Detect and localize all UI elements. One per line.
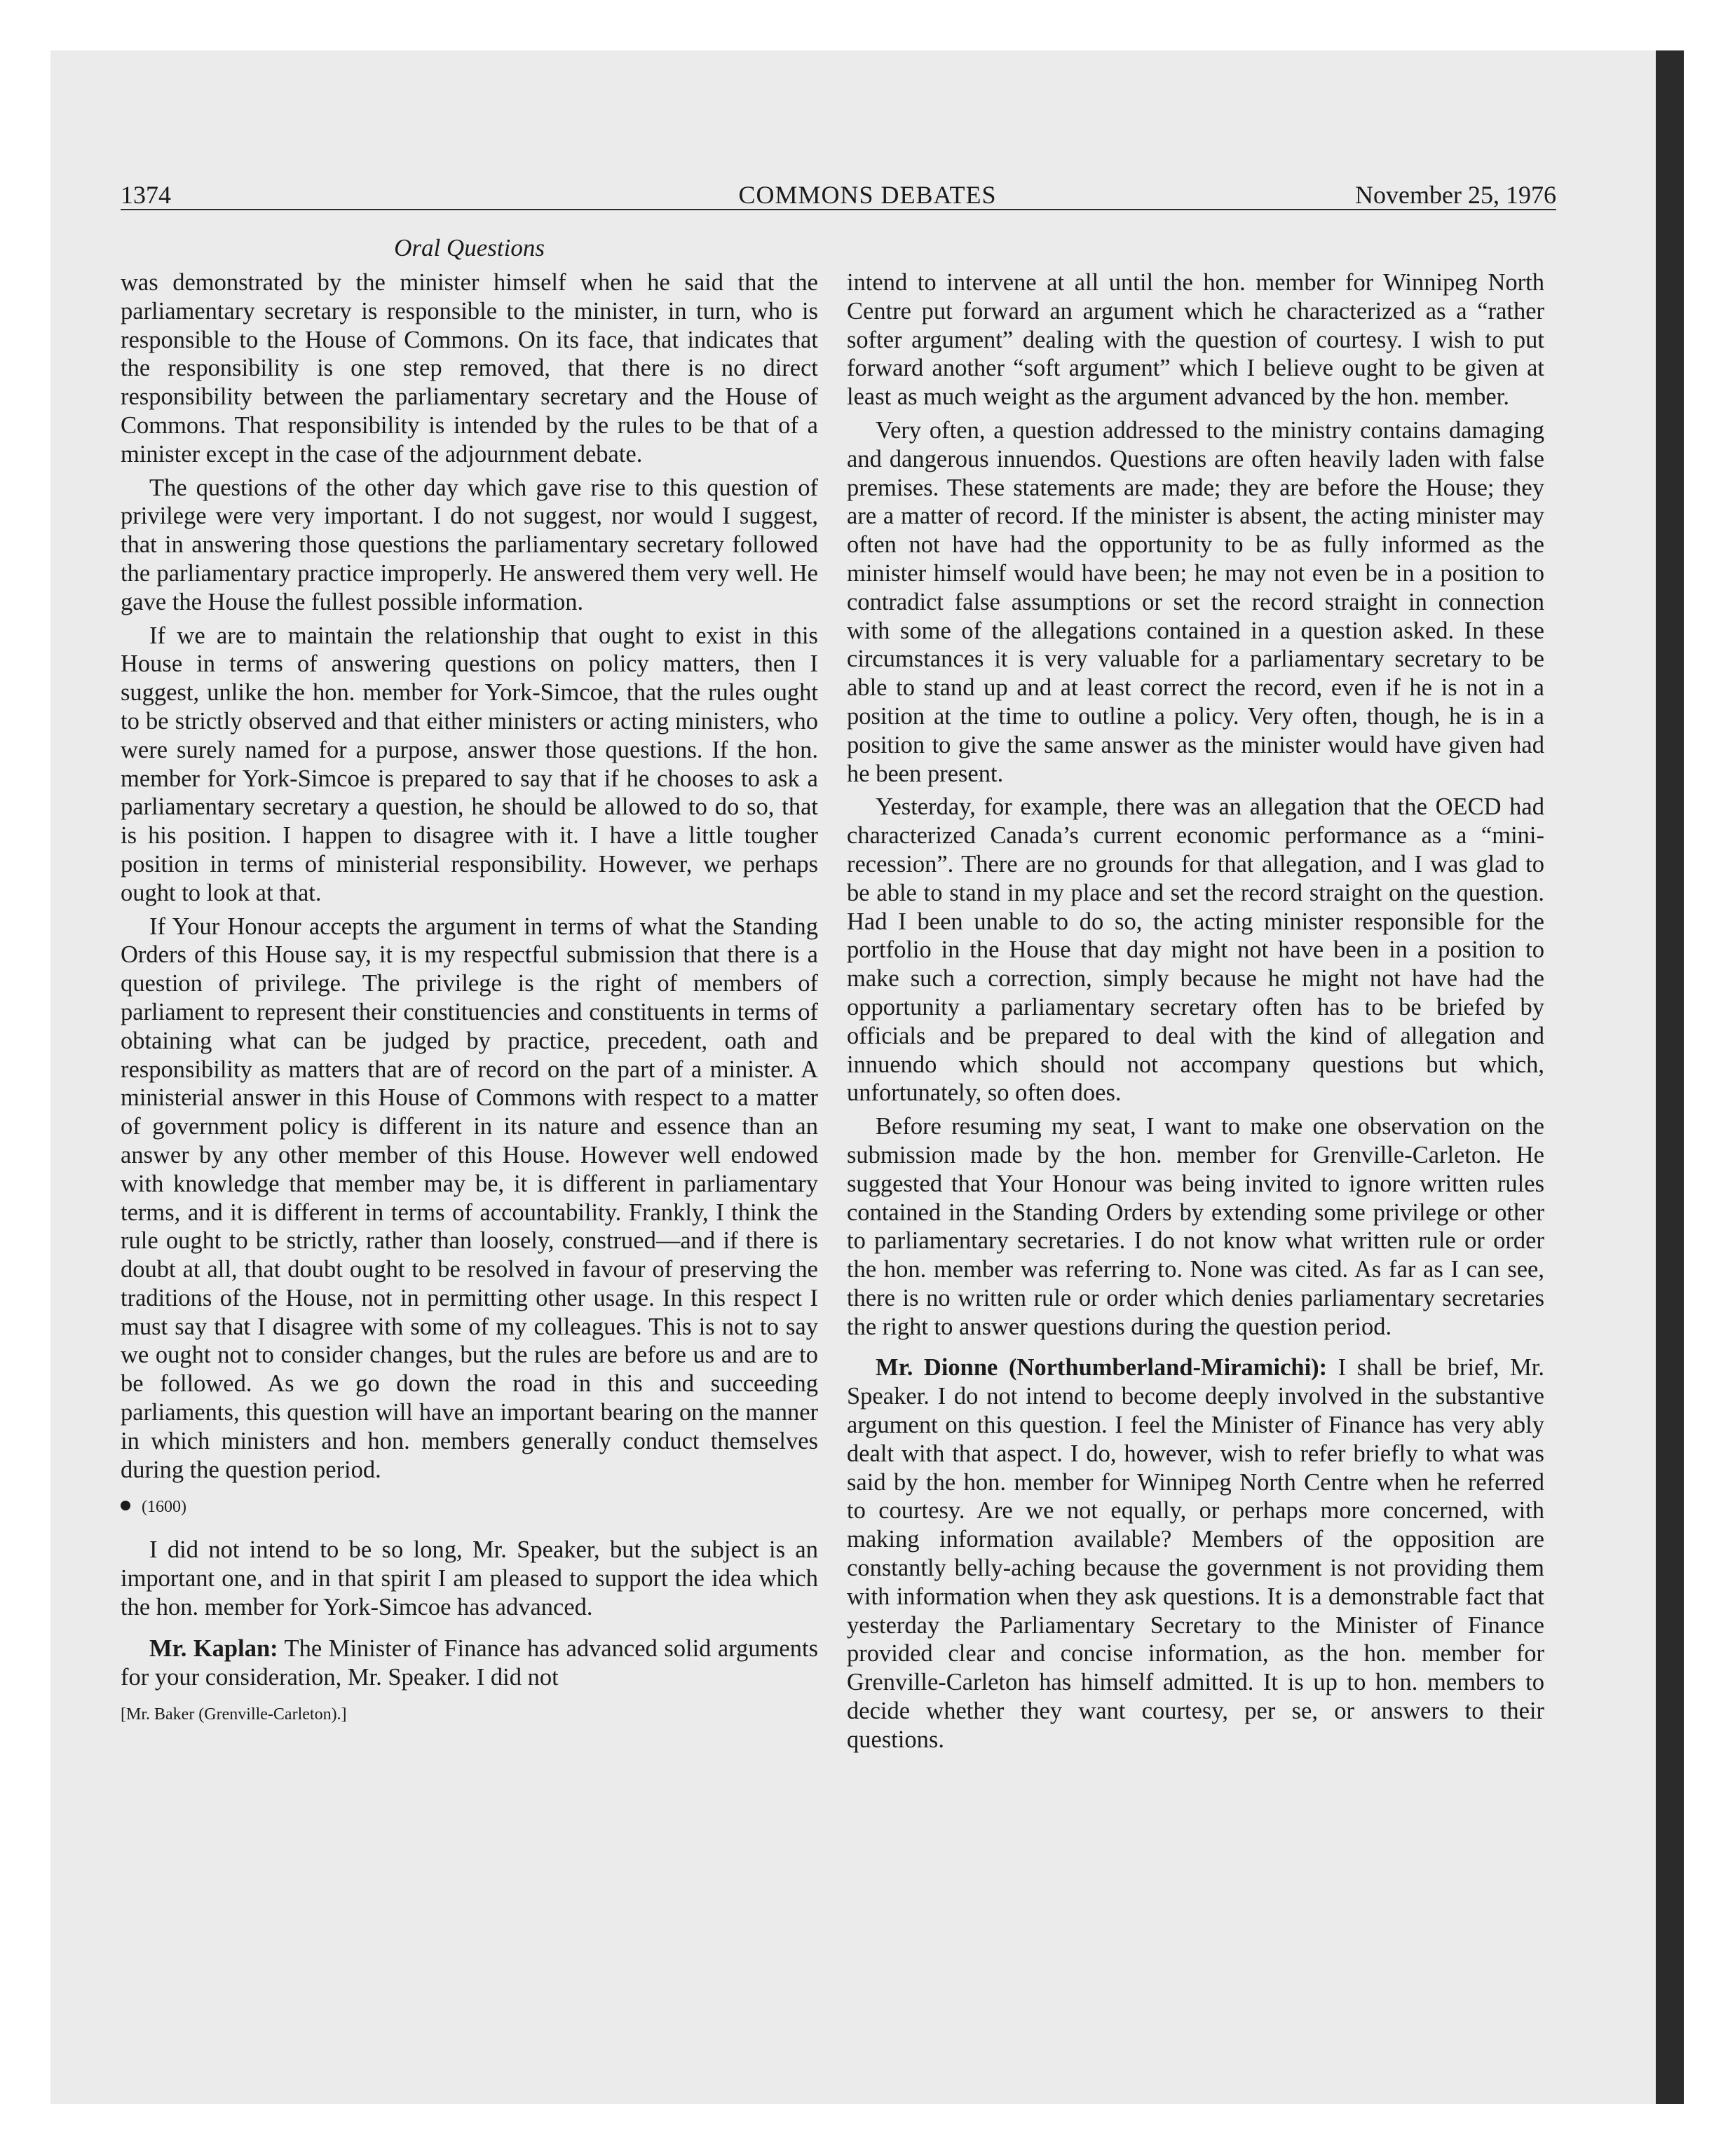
running-title: COMMONS DEBATES — [738, 181, 997, 209]
right-column — [847, 268, 1544, 1759]
paragraph: If we are to maintain the relationship that ought to exist in this House in terms of answering questions on policy matters, then I suggest, unlike the hon. member for York-Simcoe, that the rules ought to be strictly observed and that either ministers or acting ministers, who were surely named for a purpose, answer those questions. If the hon. member for York-Simcoe is prepared to say that if he chooses to ask a parliamentary secretary a question, he should be allowed to do so, that is his position. I happen to disagree with it. I have a little tougher position in terms of ministerial responsibility. However, we perhaps ought to look at that. — [121, 622, 818, 906]
speech-text: I shall be brief, Mr. Speaker. I do not intend to become deeply involved in the substantive argument on this question. I feel the Minister of Finance has very ably dealt with that aspect. I do, however, wish to refer briefly to what was said by the hon. member for Winnipeg North Centre when he referred to courtesy. Are we not equally, or perhaps more concerned, with making information available? Members of the opposition are constantly belly-aching because the government is not providing them with information when they ask questions. It is a demonstrable fact that yesterday the Parliamentary Secretary to the Minister of Finance provided clear and concise information, as the hon. member for Grenville-Carleton has himself admitted. It is up to hon. members to decide whether they want courtesy, per se, or answers to their questions. — [847, 1354, 1544, 1753]
paragraph: Very often, a question addressed to the ministry contains damaging and dangerous innuendos. Questions are often heavily laden with false premises. These statements are made; they are before the House; they are a matter of record. If the minister is absent, the acting minister may often not have had the opportunity to be as fully informed as the minister himself would have been; he may not even be in a position to contradict false assumptions or set the record straight in connection with some of the allegations contained in a question asked. In these circumstances it is very valuable for a parliamentary secretary to be able to stand up and at least correct the record, even if he is not in a position at the time to outline a policy. Very often, though, he is in a position to give the same answer as the minister would have given had he been present. — [847, 416, 1544, 787]
time-marker-text: (1600) — [142, 1498, 186, 1517]
header-rule — [121, 209, 1556, 210]
speech-text: The Minister of Finance has advanced solid arguments for your consideration, Mr. Speaker. I did not — [121, 1635, 819, 1691]
speech-paragraph — [121, 1635, 818, 1692]
section-title: Oral Questions — [394, 234, 545, 261]
paragraph: intend to intervene at all until the hon. member for Winnipeg North Centre put forward an argument which he characterized as a “rather softer argument” dealing with the question of courtesy. I wish to put forward another “soft argument” which I believe ought to be given at least as much weight as the argument advanced by the hon. member. — [847, 269, 1544, 411]
paragraph: Yesterday, for example, there was an allegation that the OECD had characterized Canada’s current economic performance as a “mini-recession”. There are no grounds for that allegation, and I was glad to be able to stand in my place and set the record straight on the question. Had I been unable to do so, the acting minister responsible for the portfolio in the House that day might not have been in a position to make such a correction, simply because he might not have had the opportunity a parliamentary secretary often has to be briefed by officials and be prepared to deal with the kind of allegation and innuendo which should not accompany questions but which, unfortunately, so often does. — [847, 793, 1544, 1107]
time-marker — [121, 1495, 818, 1519]
speaker-name: Mr. Kaplan: — [149, 1635, 278, 1662]
paragraph: If Your Honour accepts the argument in terms of what the Standing Orders of this House say, it is my respectful submission that there is a question of privilege. The privilege is the right of members of parliament to represent their constituencies and constituents in terms of obtaining what can be judged by practice, precedent, oath and responsibility as matters that are of record on the part of a minister. A ministerial answer in this House of Commons with respect to a matter of government policy is different in its nature and essence than an answer by any other member of this House. However well endowed with knowledge that member may be, it is different in parliamentary terms, and it is different in terms of accountability. Frankly, I think the rule ought to be strictly, rather than loosely, construed—and if there is doubt at all, that doubt ought to be resolved in favour of preserving the traditions of the House, not in permitting other usage. In this respect I must say that I disagree with some of my colleagues. This is not to say we ought not to consider changes, but the rules are before us and are to be followed. As we go down the road in this and succeeding parliaments, this question will have an important bearing on the manner in which ministers and hon. members generally conduct themselves during the question period. — [121, 913, 818, 1483]
bullet-icon — [121, 1501, 130, 1510]
scan-edge-shadow — [1656, 50, 1684, 2104]
paragraph: Before resuming my seat, I want to make one observation on the submission made by the hon. member for Grenville-Carleton. He suggested that Your Honour was being invited to ignore written rules contained in the Standing Orders by extending some privilege or other to parliamentary secretaries. I do not know what written rule or order the hon. member was referring to. None was cited. As far as I can see, there is no written rule or order which denies parliamentary secretaries the right to answer questions during the question period. — [847, 1113, 1544, 1340]
speaker-name: Mr. Dionne (Northumberland-Miramichi): — [876, 1354, 1328, 1381]
paragraph: was demonstrated by the minister himself when he said that the parliamentary secretary is responsible to the minister, in turn, who is responsible to the House of Commons. On its face, that indicates that the responsibility is one step removed, that there is no direct responsibility between the parliamentary secretary and the House of Commons. That responsibility is intended by the rules to be that of a minister except in the case of the adjournment debate. — [121, 269, 818, 468]
paragraph: I did not intend to be so long, Mr. Speaker, but the subject is an important one, and in that spirit I am pleased to support the idea which the hon. member for York-Simcoe has advanced. — [121, 1536, 818, 1621]
paragraph: The questions of the other day which gave rise to this question of privilege were very important. I do not suggest, nor would I suggest, that in answering those questions the parliamentary secretary followed the parliamentary practice improperly. He answered them very well. He gave the House the fullest possible information. — [121, 474, 818, 615]
page-date: November 25, 1976 — [1355, 181, 1556, 209]
left-column — [121, 268, 818, 1726]
page-number: 1374 — [121, 181, 171, 209]
speech-paragraph — [847, 1353, 1544, 1754]
speaker-attribution: [Mr. Baker (Grenville-Carleton).] — [121, 1705, 347, 1724]
